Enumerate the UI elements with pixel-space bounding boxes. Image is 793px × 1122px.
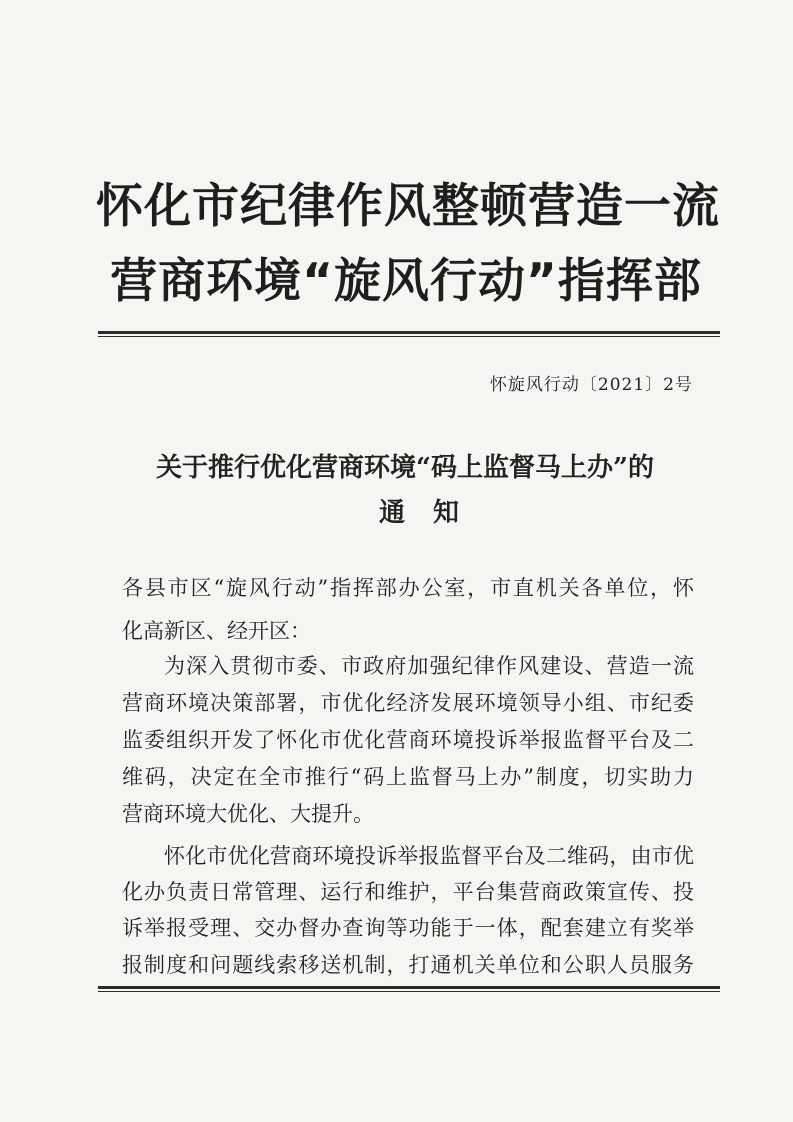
body-line: 各县市区“旋风行动”指挥部办公室，市直机关各单位，怀 — [122, 576, 694, 600]
body-line: 化办负责日常管理、运行和维护，平台集营商政策宣传、投 — [122, 880, 694, 904]
footer-divider — [98, 986, 720, 992]
document-number: 怀旋风行动〔2021〕2号 — [489, 375, 693, 395]
notice-title-line2: 通知 — [378, 498, 487, 528]
body-line: 诉举报受理、交办督办查询等功能于一体，配套建立有奖举 — [122, 916, 694, 940]
body-line: 化高新区、经开区： — [122, 619, 311, 643]
notice-title-line1: 关于推行优化营商环境“码上监督马上办”的 — [156, 453, 654, 483]
body-line: 监委组织开发了怀化市优化营商环境投诉举报监督平台及二 — [122, 728, 694, 752]
header-title-line1: 怀化市纪律作风整顿营造一流 — [96, 179, 720, 234]
body-line: 怀化市优化营商环境投诉举报监督平台及二维码，由市优 — [164, 844, 694, 868]
body-line: 维码，决定在全市推行“码上监督马上办”制度，切实助力 — [122, 765, 694, 789]
header-divider — [98, 331, 720, 337]
body-line: 为深入贯彻市委、市政府加强纪律作风建设、营造一流 — [164, 654, 694, 678]
body-line: 报制度和问题线索移送机制，打通机关单位和公职人员服务 — [122, 953, 694, 977]
body-line: 营商环境大优化、大提升。 — [122, 802, 374, 826]
body-line: 营商环境决策部署，市优化经济发展环境领导小组、市纪委 — [122, 691, 694, 715]
header-title-line2: 营商环境“旋风行动”指挥部 — [110, 254, 702, 309]
